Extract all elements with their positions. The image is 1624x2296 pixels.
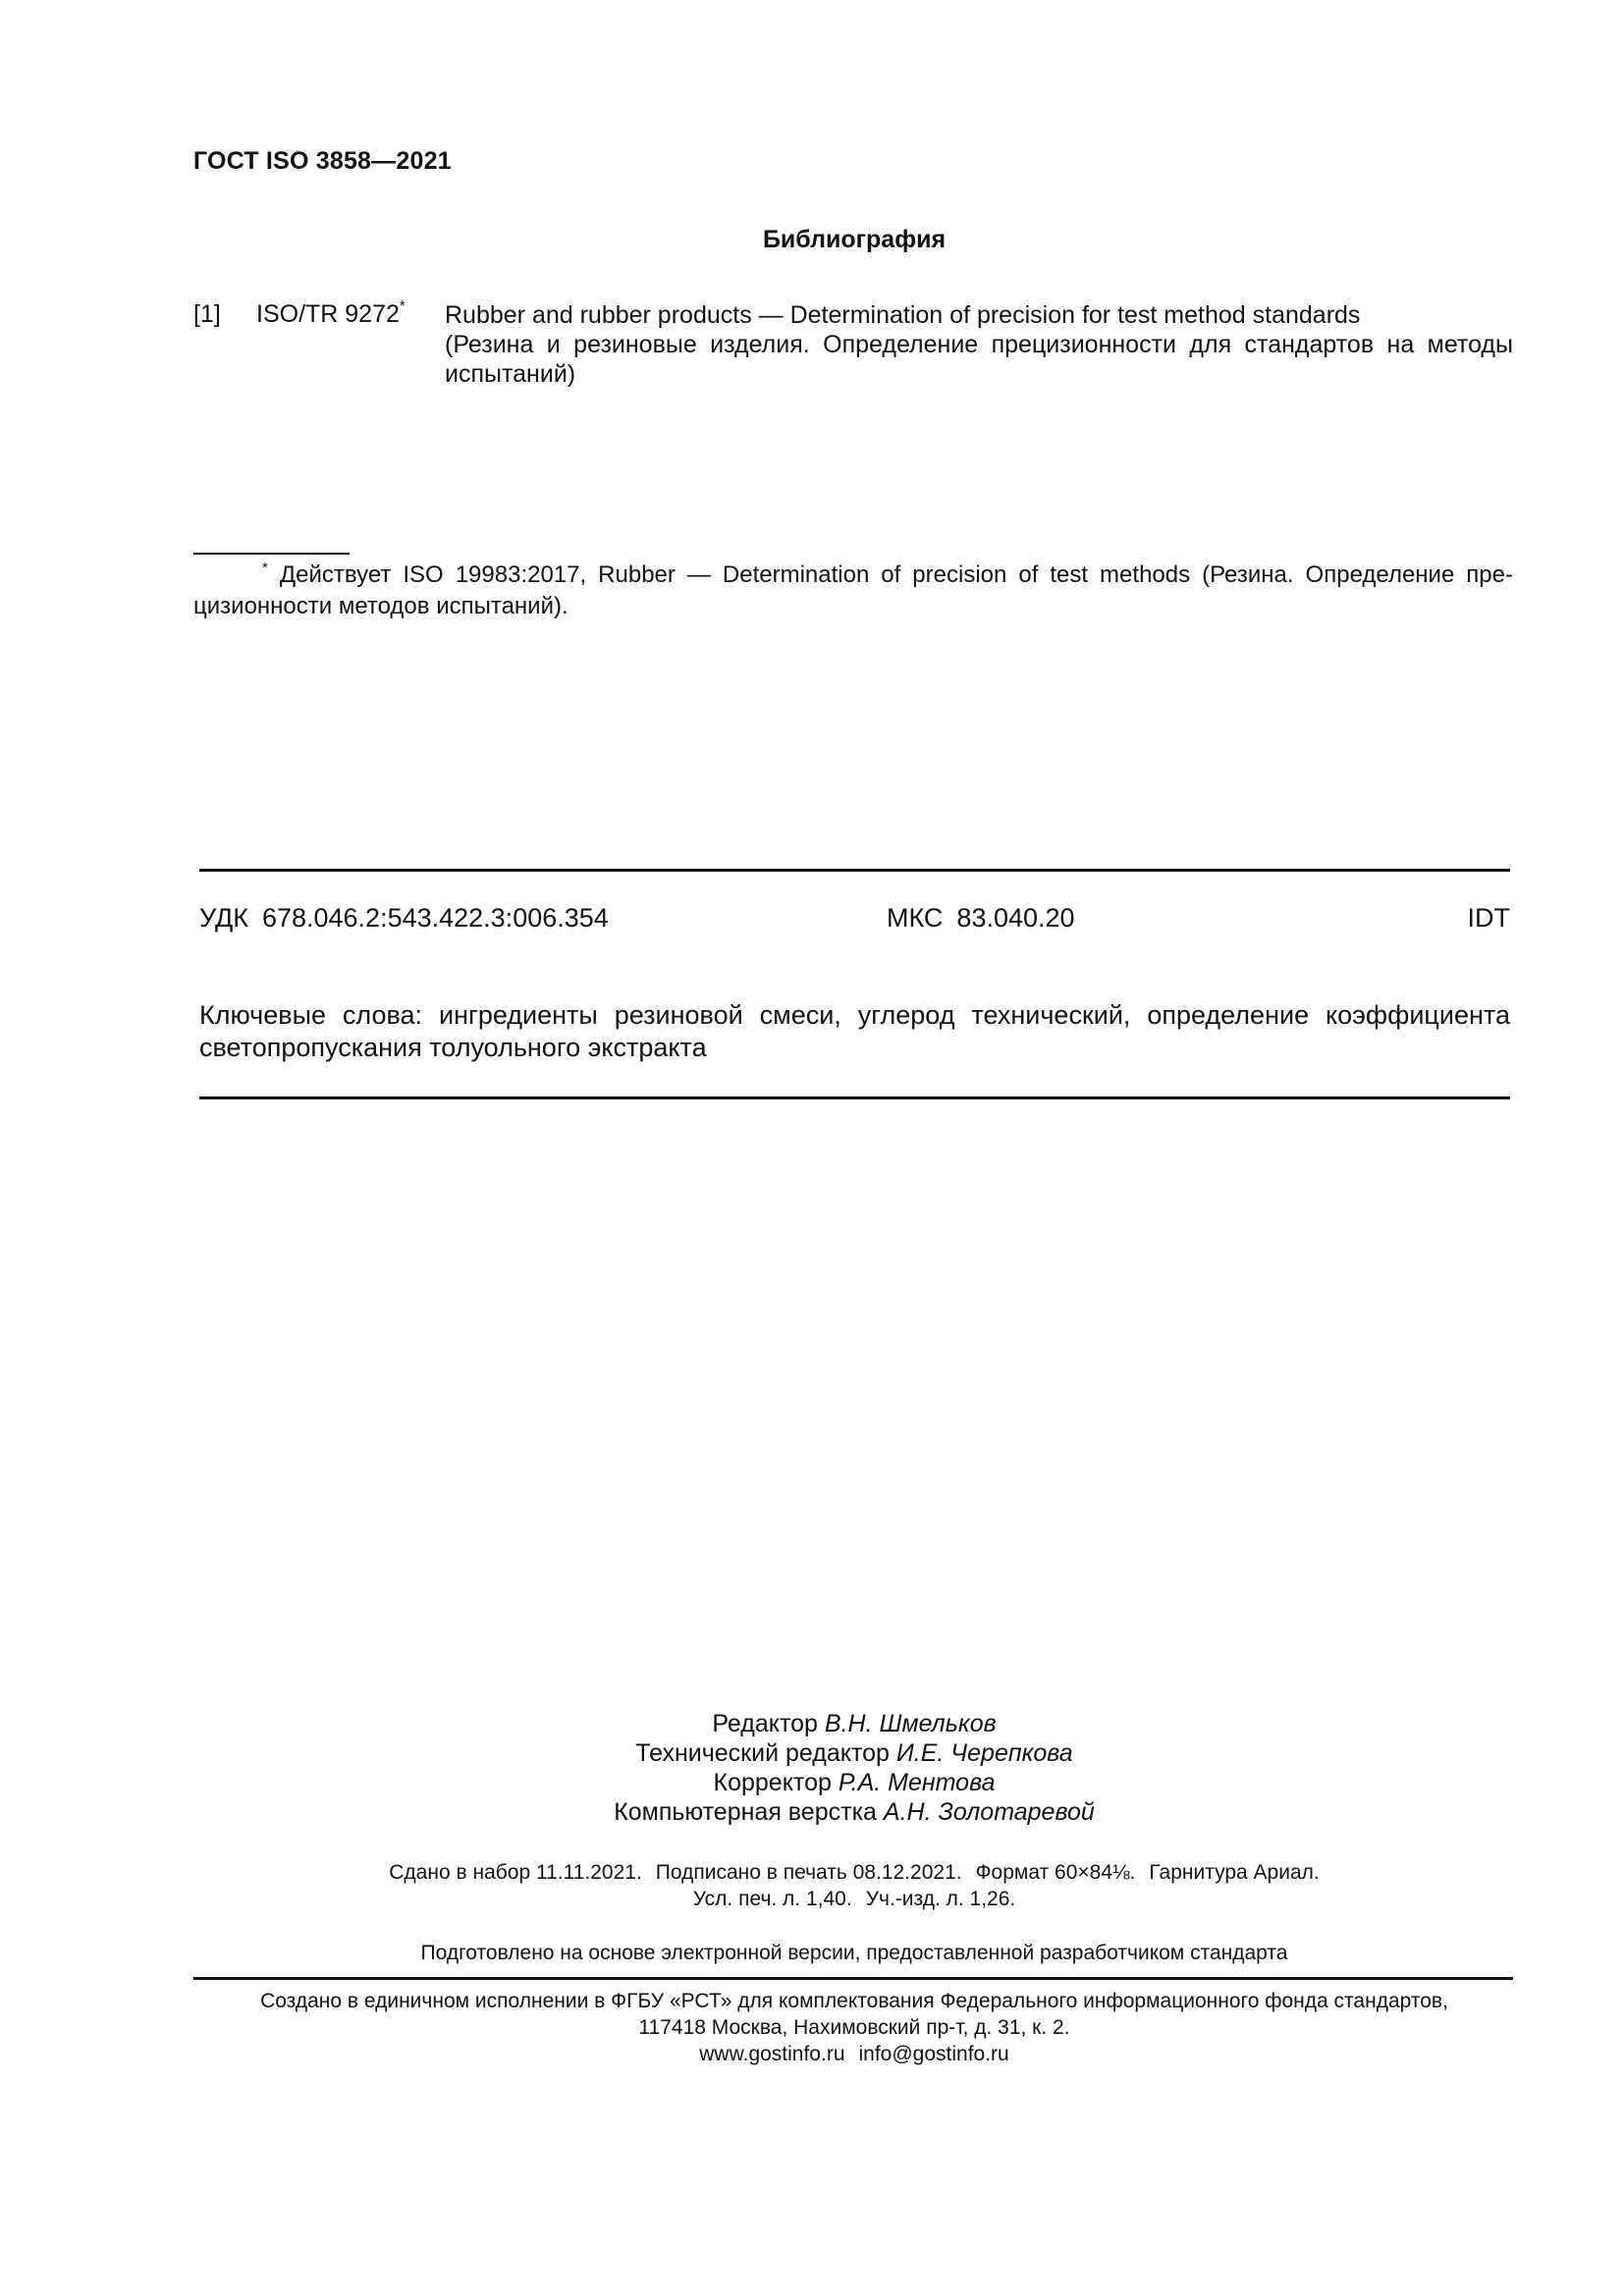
credit-layout-role: Компьютерная верстка xyxy=(614,1798,877,1826)
udk-value: 678.046.2:543.422.3:006.354 xyxy=(261,903,609,933)
credit-tech-editor-name: И.Е. Черепкова xyxy=(895,1739,1073,1767)
mks-value: 83.040.20 xyxy=(956,903,1075,933)
print-info-line1 xyxy=(0,1859,1624,1886)
credit-proofreader-name: Р.А. Ментова xyxy=(838,1769,996,1796)
print-typeface: Гарнитура Ариал. xyxy=(1149,1861,1320,1884)
footnote-rule xyxy=(193,553,350,555)
prepared-note: Подготовлено на основе электронной версии, предоставленной разработчиком стандарта xyxy=(420,1942,1288,1964)
keywords: Ключевые слова: ингредиенты резиновой смеси, углерод технический, определение коэффициента светопропускания толуольного экстракта xyxy=(199,1000,1510,1062)
footnote xyxy=(193,560,1513,622)
credit-tech-editor-role: Технический редактор xyxy=(635,1739,890,1767)
credit-layout xyxy=(0,1797,1624,1827)
created-note xyxy=(0,1988,1624,2067)
created-contacts xyxy=(0,2041,1624,2067)
imprint-rule xyxy=(193,1977,1513,1980)
reference-title-ru: (Резина и резиновые изделия. Определение прецизионности для стандартов на методы испытаний) xyxy=(445,331,1513,388)
print-info-line2 xyxy=(0,1886,1624,1912)
bibliography-title: Библиография xyxy=(762,226,947,253)
keywords-bottom-rule xyxy=(199,1096,1510,1099)
credits-block xyxy=(0,1709,1624,1827)
mks-code xyxy=(887,903,1075,934)
print-submitted: Сдано в набор 11.11.2021. xyxy=(389,1861,642,1884)
print-signed: Подписано в печать 08.12.2021. xyxy=(655,1861,962,1884)
credit-layout-name: А.Н. Золотаревой xyxy=(883,1798,1095,1826)
credit-editor-role: Редактор xyxy=(712,1710,818,1737)
credit-editor xyxy=(0,1709,1624,1738)
email-link[interactable]: info@gostinfo.ru xyxy=(858,2043,1009,2065)
reference-number: [1] xyxy=(193,300,221,328)
classification-top-rule xyxy=(199,869,1510,872)
mks-label: МКС xyxy=(887,903,944,933)
print-sheets: Усл. печ. л. 1,40. xyxy=(692,1888,852,1910)
publish-sheets: Уч.-изд. л. 1,26. xyxy=(865,1888,1016,1910)
reference-text xyxy=(445,300,1513,389)
reference-code-text: ISO/TR 9272 xyxy=(256,300,400,328)
footnote-mark: * xyxy=(262,560,268,576)
reference-footnote-mark: * xyxy=(399,297,406,314)
udk-code xyxy=(199,903,609,934)
idt-mark: IDT xyxy=(1467,903,1510,933)
created-line1: Создано в единичном исполнении в ФГБУ «РСТ» для комплектования Федерального информационного фонда стандартов, xyxy=(260,1990,1448,2012)
website-link[interactable]: www.gostinfo.ru xyxy=(699,2043,845,2065)
udk-label: УДК xyxy=(199,903,248,933)
credit-proofreader-role: Корректор xyxy=(713,1769,832,1796)
print-info xyxy=(0,1859,1624,1912)
document-code: ГОСТ ISO 3858—2021 xyxy=(193,147,452,175)
footnote-text: Действует ISO 19983:2017, Rubber — Determination of precision of test methods (Резина. Определение прецизионности методов испытаний). xyxy=(193,561,1513,619)
credit-editor-name: В.Н. Шмельков xyxy=(824,1710,997,1737)
credit-proofreader xyxy=(0,1768,1624,1797)
credit-tech-editor xyxy=(0,1738,1624,1768)
created-line2: 117418 Москва, Нахимовский пр-т, д. 31, к. 2. xyxy=(638,2016,1070,2039)
print-format: Формат 60×84⅛. xyxy=(975,1861,1136,1884)
reference-title-en: Rubber and rubber products — Determination of precision for test method standards xyxy=(445,301,1361,329)
reference-code xyxy=(256,297,406,329)
